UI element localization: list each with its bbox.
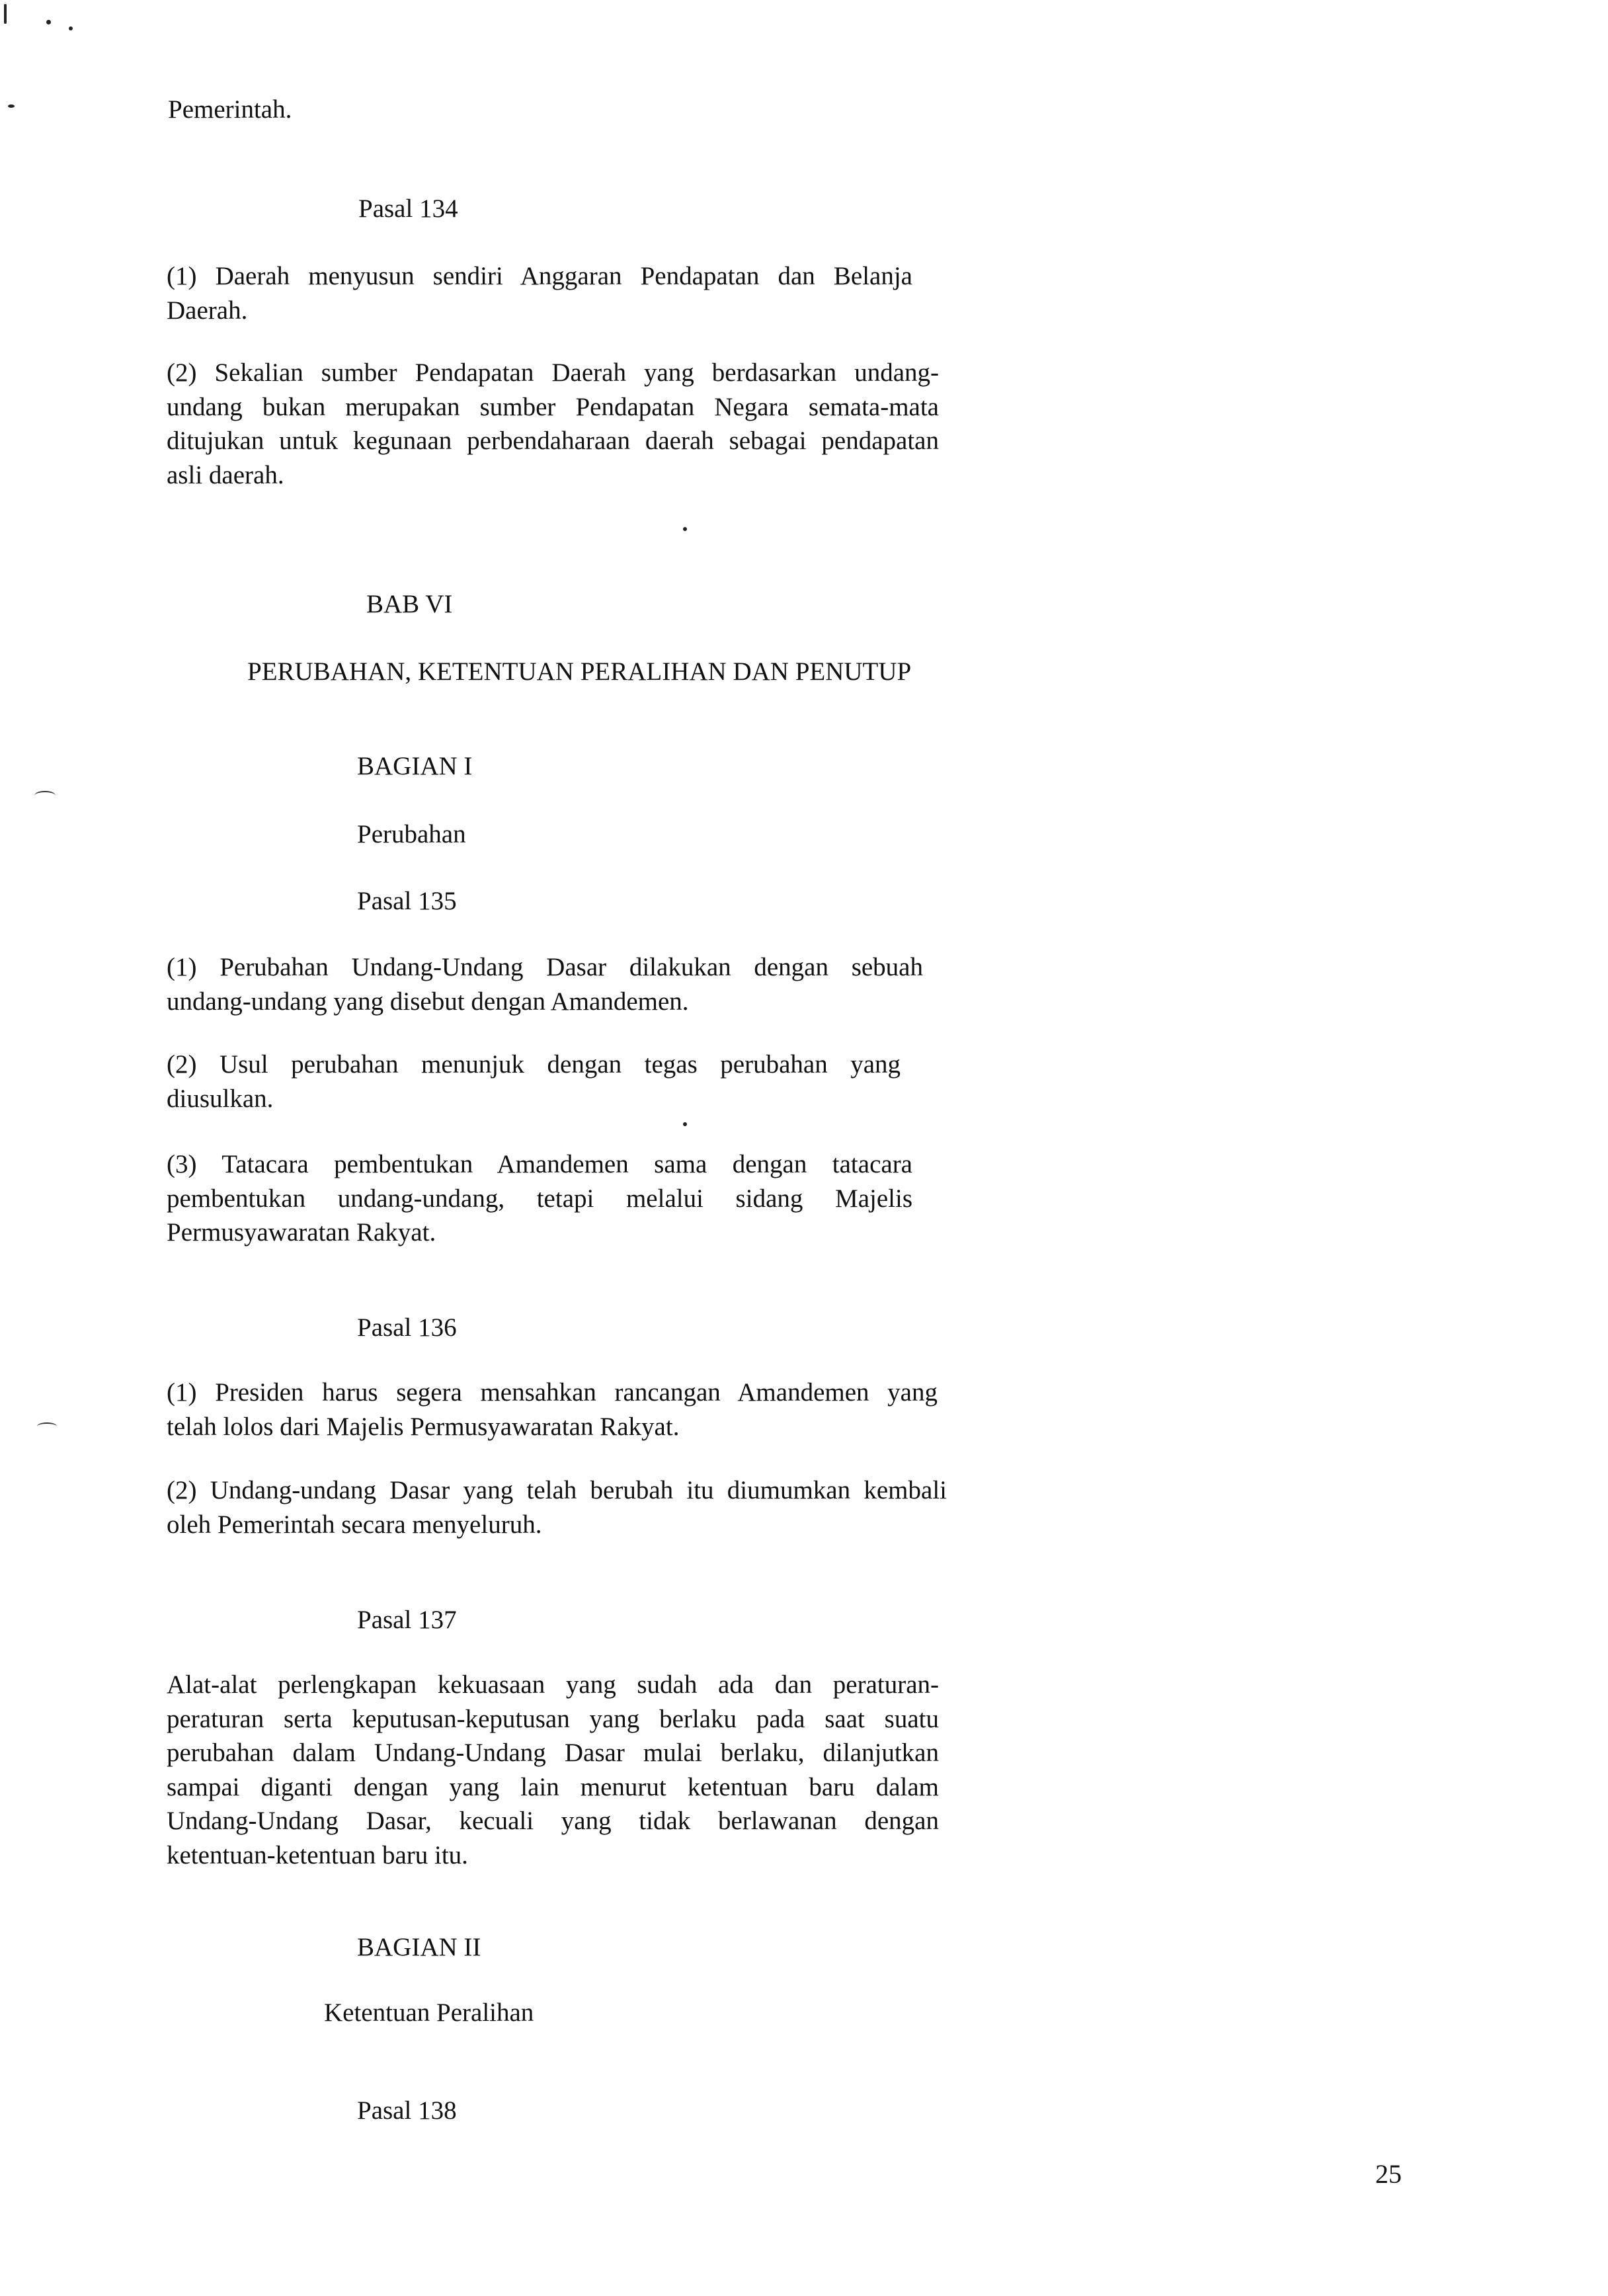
scan-speck [4, 4, 7, 24]
scan-speck [683, 527, 687, 531]
pasal-135-paragraph-3 [167, 1147, 912, 1250]
pasal-137-heading: Pasal 137 [357, 1606, 457, 1634]
scan-mark [37, 1422, 57, 1430]
top-fragment: Pemerintah. [168, 95, 292, 124]
pasal-134-paragraph-2 [167, 356, 939, 492]
bagian-1-label: BAGIAN I [357, 752, 473, 780]
pasal-135-paragraph-2 [167, 1047, 901, 1116]
paragraph-line: (1) Daerah menyusun sendiri Anggaran Pendapatan dan Belanja [167, 262, 912, 290]
paragraph-line: (1) Perubahan Undang-Undang Dasar dilakukan dengan sebuah [167, 953, 923, 981]
bagian-2-title: Ketentuan Peralihan [324, 1998, 534, 2027]
paragraph-line: Permusyawaratan Rakyat. [167, 1218, 436, 1247]
paragraph-line: undang bukan merupakan sumber Pendapatan Negara semata-mata [167, 392, 939, 421]
paragraph-line: undang-undang yang disebut dengan Amandemen. [167, 987, 689, 1016]
pasal-138-heading: Pasal 138 [357, 2096, 457, 2125]
paragraph-line: peraturan serta keputusan-keputusan yang berlaku pada saat suatu [167, 1704, 939, 1733]
paragraph-line: (3) Tatacara pembentukan Amandemen sama dengan tatacara [167, 1150, 912, 1178]
pasal-135-heading: Pasal 135 [357, 887, 457, 915]
bagian-2-label: BAGIAN II [357, 1933, 481, 1961]
paragraph-line: diusulkan. [167, 1084, 274, 1113]
bab-title: PERUBAHAN, KETENTUAN PERALIHAN DAN PENUTUP [247, 657, 912, 686]
paragraph-line: (2) Usul perubahan menunjuk dengan tegas perubahan yang [167, 1050, 901, 1079]
scan-mark [34, 791, 56, 800]
bab-label: BAB VI [366, 590, 453, 618]
pasal-137-paragraph-1 [167, 1668, 939, 1872]
paragraph-line: telah lolos dari Majelis Permusyawaratan Rakyat. [167, 1412, 680, 1441]
pasal-134-paragraph-1 [167, 259, 912, 327]
paragraph-line: pembentukan undang-undang, tetapi melalui sidang Majelis [167, 1184, 912, 1213]
scan-speck [8, 104, 15, 108]
paragraph-line: Daerah. [167, 296, 248, 325]
paragraph-line: (2) Sekalian sumber Pendapatan Daerah yang berdasarkan undang- [167, 358, 939, 387]
pasal-136-paragraph-1 [167, 1375, 938, 1444]
paragraph-line: ditujukan untuk kegunaan perbendaharaan daerah sebagai pendapatan [167, 427, 939, 455]
page-number: 25 [1375, 2159, 1402, 2189]
paragraph-line: asli daerah. [167, 460, 284, 489]
paragraph-line: sampai diganti dengan yang lain menurut ketentuan baru dalam [167, 1772, 939, 1801]
bagian-1-title: Perubahan [357, 820, 466, 848]
pasal-134-heading: Pasal 134 [358, 194, 458, 223]
paragraph-line: oleh Pemerintah secara menyeluruh. [167, 1510, 542, 1539]
pasal-136-heading: Pasal 136 [357, 1313, 457, 1342]
paragraph-line: Undang-Undang Dasar, kecuali yang tidak berlawanan dengan [167, 1807, 939, 1835]
paragraph-line: perubahan dalam Undang-Undang Dasar mulai berlaku, dilanjutkan [167, 1739, 939, 1767]
scan-speck [46, 20, 51, 24]
pasal-135-paragraph-1 [167, 950, 923, 1018]
scan-speck [69, 26, 73, 30]
paragraph-line: Alat-alat perlengkapan kekuasaan yang sudah ada dan peraturan- [167, 1670, 939, 1699]
paragraph-line: (2) Undang-undang Dasar yang telah berubah itu diumumkan kembali [167, 1476, 947, 1504]
scan-speck [683, 1122, 687, 1126]
paragraph-line: (1) Presiden harus segera mensahkan rancangan Amandemen yang [167, 1378, 938, 1407]
pasal-136-paragraph-2 [167, 1473, 947, 1541]
paragraph-line: ketentuan-ketentuan baru itu. [167, 1840, 468, 1869]
